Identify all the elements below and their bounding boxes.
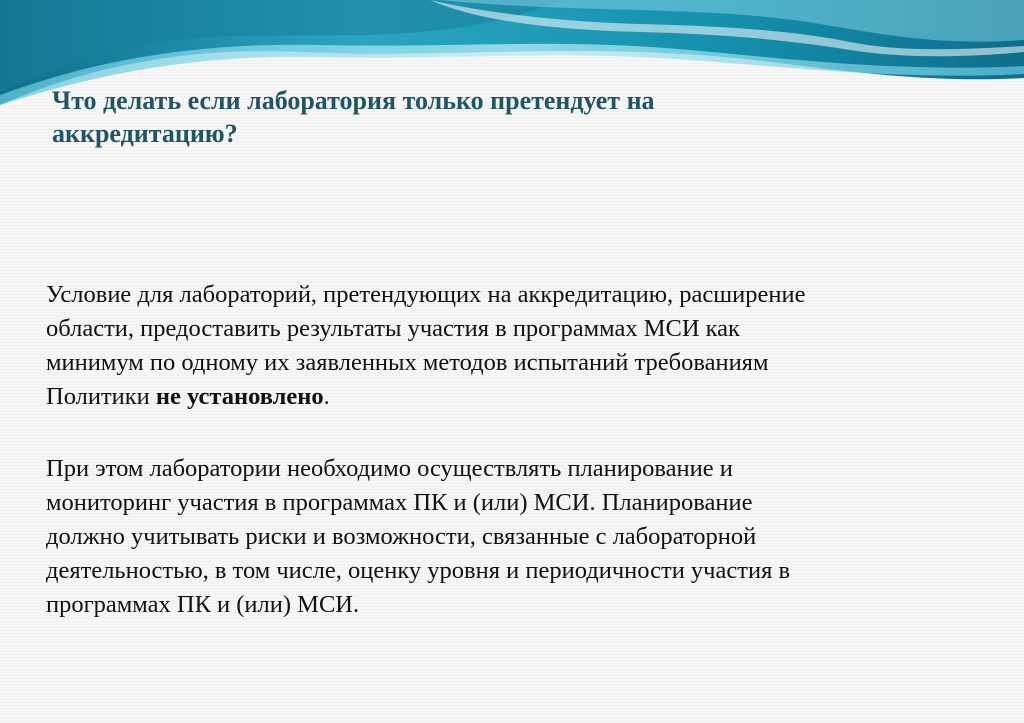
paragraph-planning-monitoring bbox=[46, 452, 946, 622]
paragraph-accreditation-condition bbox=[46, 278, 946, 414]
paragraph2-line: должно учитывать риски и возможности, связанные с лабораторной bbox=[46, 523, 757, 550]
paragraph2-line: деятельностью, в том числе, оценку уровня и периодичности участия в bbox=[46, 557, 791, 584]
paragraph1-line: минимум по одному их заявленных методов испытаний требованиям bbox=[46, 349, 769, 376]
paragraph1-last-prefix: Политики bbox=[46, 383, 156, 410]
title-line-1: Что делать если лаборатория только претендует на bbox=[52, 86, 655, 115]
paragraph2-line: мониторинг участия в программах ПК и (или) МСИ. Планирование bbox=[46, 489, 753, 516]
paragraph1-last-line bbox=[46, 380, 946, 414]
paragraph1-line: Условие для лабораторий, претендующих на аккредитацию, расширение bbox=[46, 281, 806, 308]
paragraph1-line: области, предоставить результаты участия в программах МСИ как bbox=[46, 315, 740, 342]
title-line-2: аккредитацию? bbox=[52, 119, 238, 148]
paragraph1-last-suffix: . bbox=[323, 383, 330, 410]
slide-title bbox=[52, 84, 952, 150]
paragraph1-emphasis: не установлено bbox=[155, 383, 324, 410]
paragraph2-line: При этом лаборатории необходимо осуществлять планирование и bbox=[46, 455, 733, 482]
paragraph2-line: программах ПК и (или) МСИ. bbox=[46, 591, 360, 618]
